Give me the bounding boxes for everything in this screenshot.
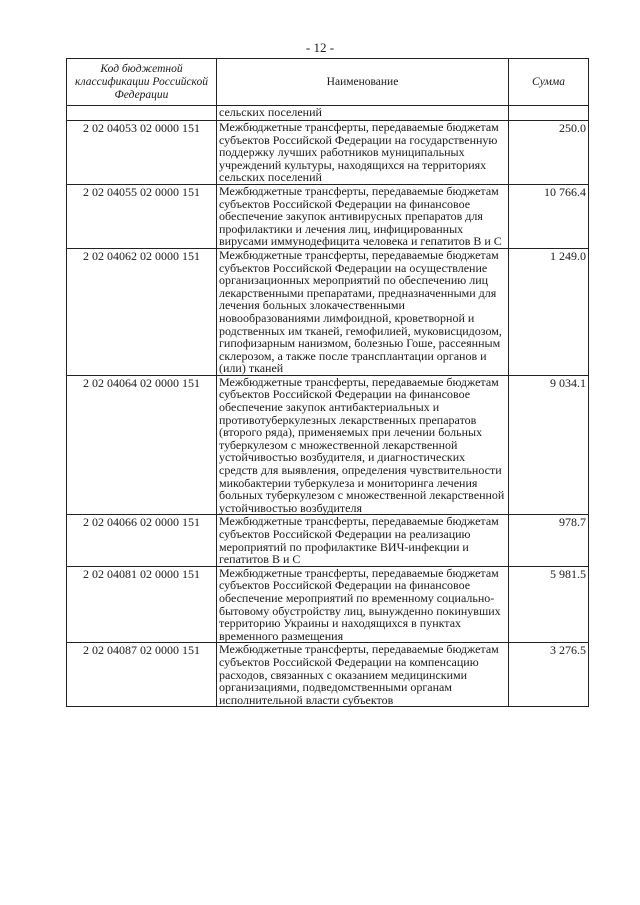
row-name: Межбюджетные трансферты, передаваемые бюджетам субъектов Российской Федерации на государственную поддержку лучших работников муниципальных учреждений культуры, находящихся на территориях сельских поселений xyxy=(217,121,509,185)
row-name: Межбюджетные трансферты, передаваемые бюджетам субъектов Российской Федерации на финансовое обеспечение мероприятий по временному социально-бытовому обустройству лиц, вынужденно покинувших территорию Украины и находящихся в пунктах временного размещения xyxy=(217,566,509,643)
row-code: 2 02 04055 02 0000 151 xyxy=(67,184,217,248)
header-sum: Сумма xyxy=(509,59,589,106)
row-code: 2 02 04053 02 0000 151 xyxy=(67,121,217,185)
header-code: Код бюджетной классификации Российской Федерации xyxy=(67,59,217,106)
row-name: Межбюджетные трансферты, передаваемые бюджетам субъектов Российской Федерации на компенсацию расходов, связанных с оказанием медицинскими организациями, подведомственными органам исполнительной власти субъектов xyxy=(217,643,509,707)
row-name: Межбюджетные трансферты, передаваемые бюджетам субъектов Российской Федерации на финансовое обеспечение закупок антивирусных препаратов для профилактики и лечения лиц, инфицированных вирусами иммунодефицита человека и гепатитов В и С xyxy=(217,184,509,248)
continuation-sum-cell xyxy=(509,106,589,121)
row-sum: 5 981.5 xyxy=(509,566,589,643)
row-code: 2 02 04064 02 0000 151 xyxy=(67,375,217,515)
row-name: Межбюджетные трансферты, передаваемые бюджетам субъектов Российской Федерации на осуществление организационных мероприятий по обеспечению лиц лекарственными препаратами, предназначенными для лечения больных злокачественными новообразованиями лимфоидной, кроветворной и родственных им тканей, гемофилией, муковисцидозом, гипофизарным нанизмом, болезнью Гоше, рассеянным склерозом, а также после трансплантации органов и (или) тканей xyxy=(217,248,509,375)
row-sum: 250.0 xyxy=(509,121,589,185)
row-sum: 1 249.0 xyxy=(509,248,589,375)
table-row xyxy=(67,566,589,643)
table-row xyxy=(67,515,589,566)
continuation-name-cell: сельских поселений xyxy=(217,106,509,121)
table-row xyxy=(67,121,589,185)
row-code: 2 02 04081 02 0000 151 xyxy=(67,566,217,643)
table-row xyxy=(67,375,589,515)
continuation-row xyxy=(67,106,589,121)
row-code: 2 02 04062 02 0000 151 xyxy=(67,248,217,375)
continuation-code-cell xyxy=(67,106,217,121)
row-sum: 9 034.1 xyxy=(509,375,589,515)
row-name: Межбюджетные трансферты, передаваемые бюджетам субъектов Российской Федерации на финансовое обеспечение закупок антибактериальных и противотуберкулезных лекарственных препаратов (второго ряда), применяемых при лечении больных туберкулезом с множественной лекарственной устойчивостью возбудителя, и диагностических средств для выявления, определения чувствительности микобактерии туберкулеза и мониторинга лечения больных туберкулезом с множественной лекарственной устойчивостью возбудителя xyxy=(217,375,509,515)
row-code: 2 02 04066 02 0000 151 xyxy=(67,515,217,566)
row-sum: 978.7 xyxy=(509,515,589,566)
row-code: 2 02 04087 02 0000 151 xyxy=(67,643,217,707)
page-number: - 12 - xyxy=(305,40,335,55)
header-name: Наименование xyxy=(217,59,509,106)
table-row xyxy=(67,184,589,248)
row-sum: 10 766.4 xyxy=(509,184,589,248)
row-name: Межбюджетные трансферты, передаваемые бюджетам субъектов Российской Федерации на реализацию мероприятий по профилактике ВИЧ-инфекции и гепатитов В и С xyxy=(217,515,509,566)
table-header-row xyxy=(67,59,589,106)
table-row xyxy=(67,643,589,707)
row-sum: 3 276.5 xyxy=(509,643,589,707)
table-row xyxy=(67,248,589,375)
budget-revenue-table xyxy=(66,58,589,707)
